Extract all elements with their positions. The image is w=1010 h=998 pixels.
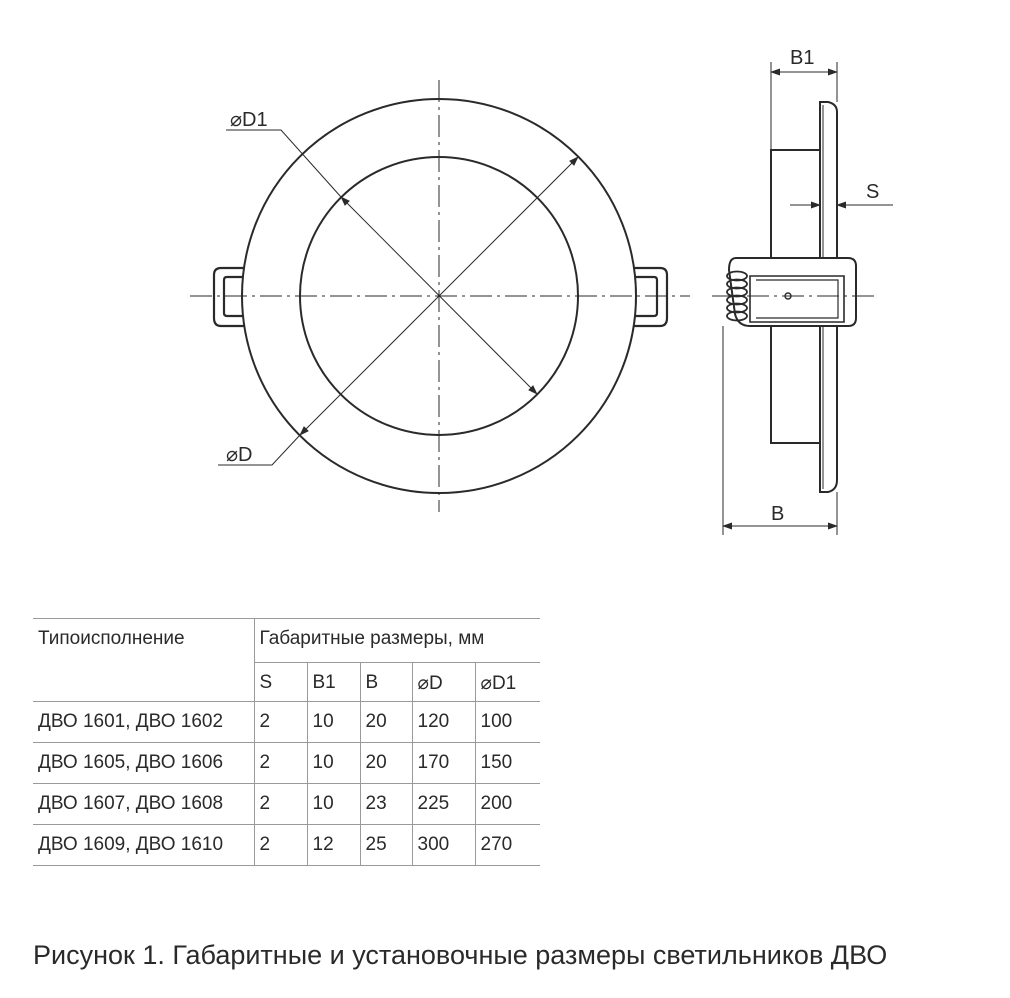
dimensions-table [33, 618, 540, 866]
col-d1: ⌀D1 [475, 663, 540, 702]
header-dimensions: Габаритные размеры, мм [254, 619, 540, 663]
side-view [712, 62, 893, 535]
d-label: ⌀D [226, 444, 253, 466]
figure-caption: Рисунок 1. Габаритные и установочные размеры светильников ДВО [33, 940, 888, 970]
table-header-row [33, 619, 540, 663]
table-row: ДВО 1601, ДВО 1602 2 10 20 120 100 [33, 702, 540, 743]
b1-label: B1 [790, 47, 815, 69]
spring-clip [729, 258, 856, 326]
col-s: S [254, 663, 307, 702]
front-view [190, 80, 690, 512]
table-row: ДВО 1607, ДВО 1608 2 10 23 225 200 [33, 784, 540, 825]
b-label: B [771, 503, 785, 525]
col-b: B [360, 663, 412, 702]
table-row: ДВО 1605, ДВО 1606 2 10 20 170 150 [33, 743, 540, 784]
s-label: S [866, 181, 880, 203]
table-row: ДВО 1609, ДВО 1610 2 12 25 300 270 [33, 825, 540, 866]
col-b1: B1 [307, 663, 360, 702]
d1-label: ⌀D1 [230, 109, 268, 131]
header-type: Типоисполнение [38, 628, 185, 649]
table-subheader-row [33, 663, 540, 702]
col-d: ⌀D [412, 663, 475, 702]
